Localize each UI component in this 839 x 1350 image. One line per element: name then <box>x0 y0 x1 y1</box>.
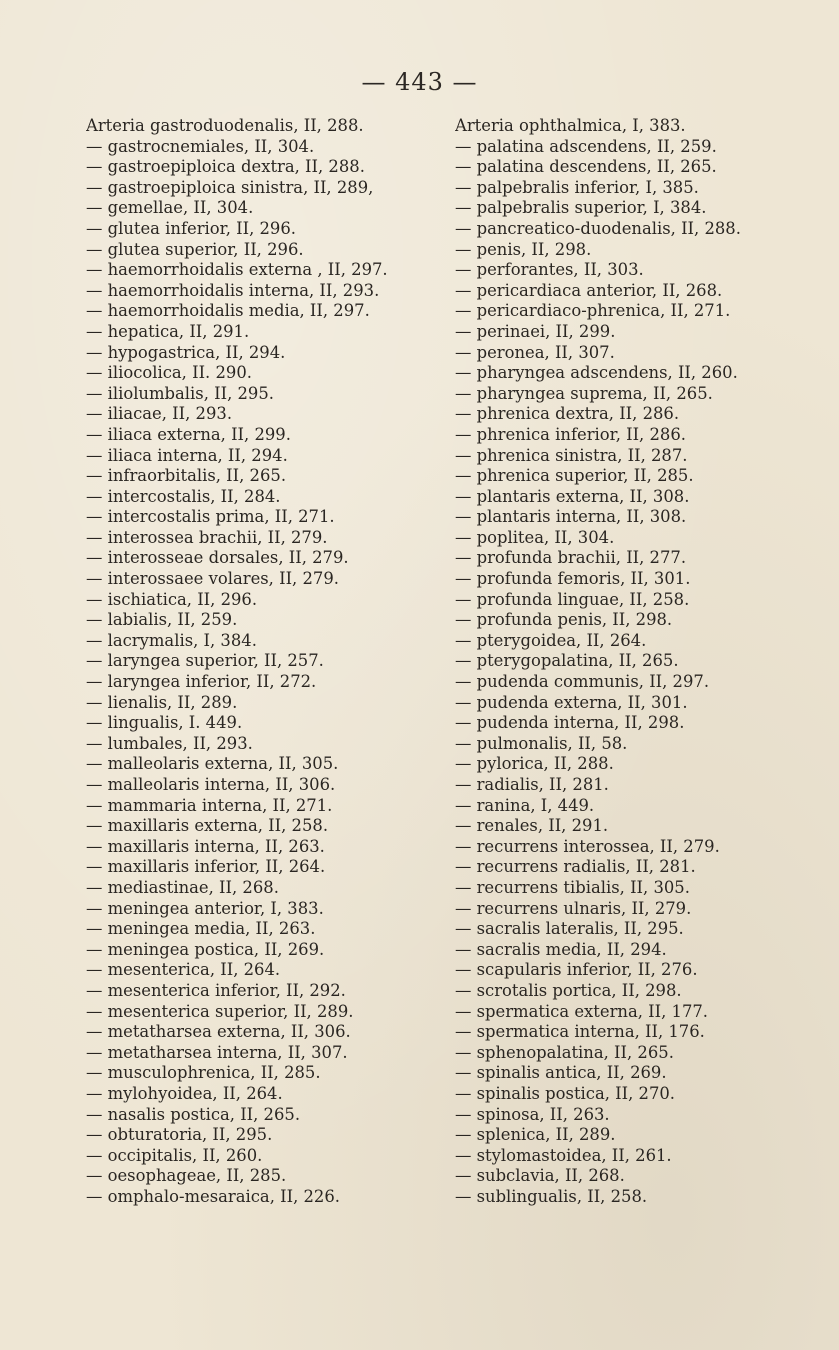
index-entry: Arteria gastroduodenalis, II, 288. <box>86 116 364 135</box>
index-entry: — pylorica, II, 288. <box>455 754 614 774</box>
index-entry: — ischiatica, II, 296. <box>86 589 258 609</box>
index-entry: — renales, II, 291. <box>455 816 609 836</box>
index-entry: — gastroepiploica dextra, II, 288. <box>86 157 365 177</box>
index-entry: — phrenica sinistra, II, 287. <box>455 445 688 465</box>
index-entry: — phrenica inferior, II, 286. <box>455 424 686 444</box>
index-entry: — scapularis inferior, II, 276. <box>455 960 698 980</box>
index-entry: — recurrens ulnaris, II, 279. <box>455 898 692 918</box>
index-entry: — spinalis postica, II, 270. <box>455 1083 676 1103</box>
index-entry: — hypogastrica, II, 294. <box>86 342 286 362</box>
index-entry: — meningea anterior, I, 383. <box>86 898 324 918</box>
index-entry: — malleolaris interna, II, 306. <box>86 775 336 794</box>
index-entry: — gastrocnemiales, II, 304. <box>86 136 315 156</box>
index-entry: — pancreatico-duodenalis, II, 288. <box>455 218 741 238</box>
index-entry: — splenica, II, 289. <box>455 1125 616 1145</box>
index-entry: — recurrens interossea, II, 279. <box>455 836 720 856</box>
index-entry: — mesenterica, II, 264. <box>86 960 281 980</box>
index-entry: — recurrens tibialis, II, 305. <box>455 877 690 897</box>
index-entry: — infraorbitalis, II, 265. <box>86 466 287 486</box>
index-entry: — glutea inferior, II, 296. <box>86 218 296 238</box>
index-entry: — meningea postica, II, 269. <box>86 939 325 959</box>
index-entry: — palatina adscendens, II, 259. <box>455 136 717 156</box>
index-entry: — ranina, I, 449. <box>455 795 595 815</box>
index-entry: — perforantes, II, 303. <box>455 260 644 280</box>
index-entry: — maxillaris interna, II, 263. <box>86 836 325 856</box>
index-column-left <box>86 116 446 1207</box>
index-entry: — palpebralis inferior, I, 385. <box>455 177 699 197</box>
index-entry: — palpebralis superior, I, 384. <box>455 198 707 218</box>
index-entry: — interossaee volares, II, 279. <box>86 569 339 589</box>
index-entry: — sacralis lateralis, II, 295. <box>455 919 684 939</box>
index-entry: — lingualis, I. 449. <box>86 713 243 733</box>
index-entry: — palatina descendens, II, 265. <box>455 157 717 177</box>
index-entry: — lienalis, II, 289. <box>86 692 238 712</box>
index-entry: Arteria ophthalmica, I, 383. <box>455 116 686 135</box>
index-entry: — phrenica dextra, II, 286. <box>455 404 680 424</box>
index-entry: — scrotalis portica, II, 298. <box>455 980 682 1000</box>
index-entry: — mammaria interna, II, 271. <box>86 795 333 815</box>
index-entry: — metatharsea interna, II, 307. <box>86 1042 348 1062</box>
index-entry: — laryngea superior, II, 257. <box>86 651 324 671</box>
index-entry: — phrenica superior, II, 285. <box>455 466 694 486</box>
index-entry: — profunda linguae, II, 258. <box>455 589 690 609</box>
index-entry: — labialis, II, 259. <box>86 610 238 630</box>
index-column-right <box>455 116 825 1207</box>
index-entry: — omphalo-mesaraica, II, 226. <box>86 1186 340 1206</box>
index-entry: — mesenterica inferior, II, 292. <box>86 980 346 1000</box>
index-entry: — occipitalis, II, 260. <box>86 1145 263 1165</box>
index-entry: — gastroepiploica sinistra, II, 289, <box>86 177 374 197</box>
index-entry: — musculophrenica, II, 285. <box>86 1063 321 1083</box>
index-entry: — spinalis antica, II, 269. <box>455 1063 667 1083</box>
index-entry: — subclavia, II, 268. <box>455 1166 625 1186</box>
index-entry: — hepatica, II, 291. <box>86 321 250 341</box>
index-entry: — plantaris interna, II, 308. <box>455 507 687 527</box>
index-entry: — stylomastoidea, II, 261. <box>455 1145 672 1165</box>
index-entry: — oesophageae, II, 285. <box>86 1166 287 1186</box>
index-entry: — obturatoria, II, 295. <box>86 1125 273 1145</box>
index-entry: — iliocolica, II. 290. <box>86 363 252 383</box>
index-entry: — radialis, II, 281. <box>455 775 609 794</box>
index-entry: — profunda penis, II, 298. <box>455 610 673 630</box>
index-entry: — interossea brachii, II, 279. <box>86 527 328 547</box>
index-entry: — pericardiaca anterior, II, 268. <box>455 280 723 300</box>
index-entry: — sphenopalatina, II, 265. <box>455 1042 674 1062</box>
index-entry: — profunda femoris, II, 301. <box>455 569 691 589</box>
index-entry: — pterygopalatina, II, 265. <box>455 651 679 671</box>
index-entry: — mesenterica superior, II, 289. <box>86 1001 354 1021</box>
index-entry: — pulmonalis, II, 58. <box>455 733 628 753</box>
index-entry: — meningea media, II, 263. <box>86 919 316 939</box>
index-entry: — iliaca interna, II, 294. <box>86 445 288 465</box>
index-entry: — iliacae, II, 293. <box>86 404 233 424</box>
index-entry: — iliaca externa, II, 299. <box>86 424 291 444</box>
index-entry: — recurrens radialis, II, 281. <box>455 857 696 877</box>
index-entry: — haemorrhoidalis media, II, 297. <box>86 301 370 321</box>
index-entry: — poplitea, II, 304. <box>455 527 615 547</box>
index-entry: — pericardiaco-phrenica, II, 271. <box>455 301 731 321</box>
page-number: — 443 — <box>361 68 478 96</box>
index-entry: — haemorrhoidalis interna, II, 293. <box>86 280 380 300</box>
index-entry: — maxillaris externa, II, 258. <box>86 816 329 836</box>
index-entry: — peronea, II, 307. <box>455 342 615 362</box>
index-entry: — iliolumbalis, II, 295. <box>86 383 274 403</box>
index-entry: — laryngea inferior, II, 272. <box>86 672 317 692</box>
index-entry: — pharyngea suprema, II, 265. <box>455 383 713 403</box>
index-entry: — spinosa, II, 263. <box>455 1104 610 1124</box>
index-entry: — sublingualis, II, 258. <box>455 1186 648 1206</box>
index-entry: — pudenda externa, II, 301. <box>455 692 688 712</box>
index-entry: — pudenda communis, II, 297. <box>455 672 710 692</box>
index-entry: — glutea superior, II, 296. <box>86 239 304 259</box>
index-entry: — profunda brachii, II, 277. <box>455 548 687 568</box>
index-entry: — lacrymalis, I, 384. <box>86 630 257 650</box>
index-entry: — pharyngea adscendens, II, 260. <box>455 363 738 383</box>
index-entry: — intercostalis prima, II, 271. <box>86 507 335 527</box>
index-entry: — haemorrhoidalis externa , II, 297. <box>86 260 388 280</box>
index-entry: — nasalis postica, II, 265. <box>86 1104 301 1124</box>
index-entry: — pudenda interna, II, 298. <box>455 713 685 733</box>
index-entry: — lumbales, II, 293. <box>86 733 253 753</box>
index-entry: — intercostalis, II, 284. <box>86 486 281 506</box>
index-entry: — mediastinae, II, 268. <box>86 877 279 897</box>
index-entry: — maxillaris inferior, II, 264. <box>86 857 326 877</box>
index-entry: — perinaei, II, 299. <box>455 321 616 341</box>
index-entry: — interosseae dorsales, II, 279. <box>86 548 349 568</box>
index-entry: — plantaris externa, II, 308. <box>455 486 690 506</box>
index-entry: — penis, II, 298. <box>455 239 592 259</box>
index-entry: — pterygoidea, II, 264. <box>455 630 647 650</box>
index-entry: — sacralis media, II, 294. <box>455 939 667 959</box>
index-entry: — gemellae, II, 304. <box>86 198 254 218</box>
index-entry: — metatharsea externa, II, 306. <box>86 1022 351 1042</box>
index-entry: — spermatica interna, II, 176. <box>455 1022 705 1042</box>
index-entry: — malleolaris externa, II, 305. <box>86 754 339 774</box>
index-entry: — mylohyoidea, II, 264. <box>86 1083 283 1103</box>
index-entry: — spermatica externa, II, 177. <box>455 1001 709 1021</box>
